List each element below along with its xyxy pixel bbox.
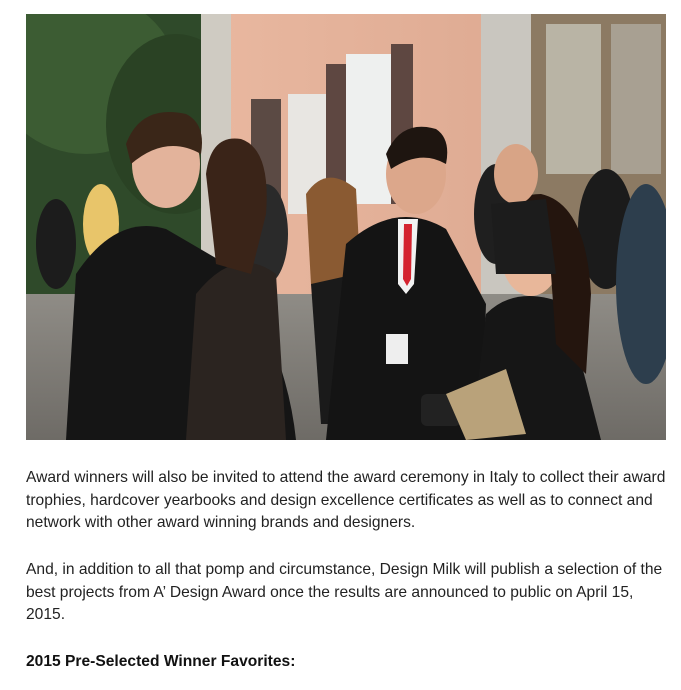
article-paragraph: Award winners will also be invited to attend the award ceremony in Italy to collect their award trophies, hardcover yearbooks and design excellence certificates as well as to connect and network with other award winning brands and designers.: [26, 469, 666, 531]
section-heading: 2015 Pre-Selected Winner Favorites:: [26, 653, 296, 670]
award-ceremony-photo: [26, 14, 666, 440]
article-paragraph: And, in addition to all that pomp and circumstance, Design Milk will publish a selection of the best projects from A’ Design Award once the results are announced to public on April 15, 2015.: [26, 561, 663, 623]
